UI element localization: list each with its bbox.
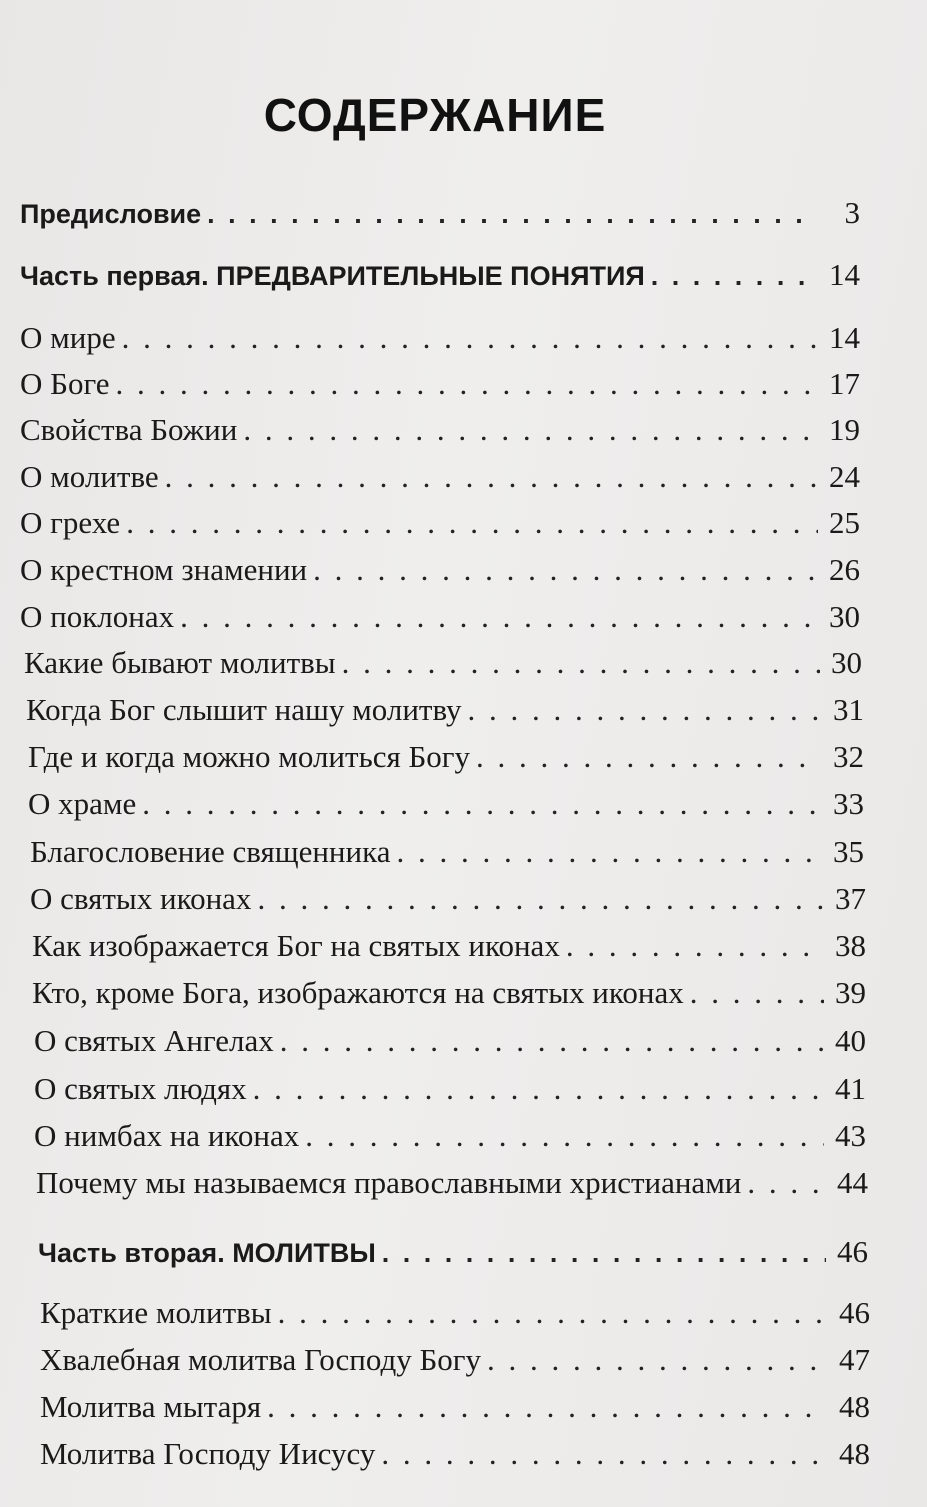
toc-entry	[40, 1434, 870, 1474]
toc-leader-dots	[468, 690, 822, 730]
toc-leader-dots	[280, 1021, 824, 1061]
toc-entry-title: О святых Ангелах	[34, 1023, 274, 1058]
toc-leader-dots	[651, 256, 818, 296]
toc-entry	[20, 457, 860, 497]
toc-leader-dots	[381, 1434, 828, 1474]
toc-entry	[20, 410, 860, 450]
toc-entry	[40, 1387, 870, 1427]
toc-entry-page: 48	[839, 1436, 870, 1471]
toc-entry-title: Хвалебная молитва Господу Богу	[40, 1342, 482, 1377]
toc-entry	[34, 1116, 866, 1156]
toc-entry-page: 44	[837, 1165, 868, 1200]
toc-entry	[36, 1163, 868, 1203]
toc-entry	[32, 926, 866, 966]
toc-entry-title: О поклонах	[20, 599, 175, 634]
toc-leader-dots	[396, 832, 822, 872]
toc-entry-page: 37	[835, 881, 866, 916]
toc-entry-page: 35	[833, 834, 864, 869]
toc-entry-page: 25	[829, 505, 860, 540]
toc-entry	[34, 1021, 866, 1061]
toc-entry	[30, 879, 866, 919]
toc-entry-page: 47	[839, 1342, 870, 1377]
toc-leader-dots	[382, 1233, 826, 1273]
toc-entry-page: 41	[835, 1071, 866, 1106]
toc-leader-dots	[257, 879, 824, 919]
toc-entry-page: 31	[833, 692, 864, 727]
toc-entry-title: О мире	[20, 320, 116, 355]
toc-entry-page: 40	[835, 1023, 866, 1058]
toc-entry	[28, 737, 864, 777]
toc-leader-dots	[267, 1387, 828, 1427]
toc-entry-title: Краткие молитвы	[40, 1295, 272, 1330]
toc-entry-part-two	[38, 1232, 868, 1273]
toc-entry-part-one	[20, 255, 860, 296]
toc-leader-dots	[116, 364, 818, 404]
toc-entry-page: 26	[829, 552, 860, 587]
toc-entry-page: 30	[829, 599, 860, 634]
toc-entry	[40, 1293, 870, 1333]
toc-entry-title: Молитва мытаря	[40, 1389, 262, 1424]
toc-entry	[26, 690, 864, 730]
toc-entry-preface	[20, 193, 860, 234]
toc-entry-title: Какие бывают молитвы	[24, 645, 336, 680]
toc-entry-page: 19	[829, 412, 860, 447]
toc-entry-page: 48	[839, 1389, 870, 1424]
toc-entry-title: Часть первая. ПРЕДВАРИТЕЛЬНЫЕ ПОНЯТИЯ	[20, 261, 645, 291]
toc-entry-title: Благословение священника	[30, 834, 391, 869]
toc-entry-page: 43	[835, 1118, 866, 1153]
toc-entry-page: 38	[835, 928, 866, 963]
toc-leader-dots	[253, 1069, 824, 1109]
contents-heading: СОДЕРЖАНИЕ	[263, 89, 607, 141]
toc-entry	[32, 973, 866, 1013]
toc-entry-page: 17	[829, 366, 860, 401]
toc-entry	[30, 832, 864, 872]
toc-entry-page: 39	[835, 975, 866, 1010]
toc-leader-dots	[165, 457, 818, 497]
toc-entry-title: Почему мы называемся православными христианами	[36, 1165, 742, 1200]
toc-entry	[20, 597, 860, 637]
toc-entry	[20, 364, 860, 404]
toc-entry-page: 46	[837, 1234, 868, 1269]
toc-leader-dots	[313, 550, 818, 590]
toc-entry-title: Часть вторая. МОЛИТВЫ	[38, 1238, 376, 1268]
toc-entry	[24, 643, 862, 683]
toc-entry-title: О крестном знамении	[20, 552, 308, 587]
toc-entry-title: О нимбах на иконах	[34, 1118, 300, 1153]
toc-entry-title: О святых иконах	[30, 881, 252, 916]
toc-entry	[20, 550, 860, 590]
toc-entry-title: Предисловие	[20, 199, 202, 229]
toc-entry-title: О святых людях	[34, 1071, 247, 1106]
toc-leader-dots	[487, 1340, 828, 1380]
toc-entry-title: Молитва Господу Иисусу	[40, 1436, 376, 1471]
toc-leader-dots	[747, 1163, 826, 1203]
toc-entry-page: 14	[829, 320, 860, 355]
toc-entry-title: Когда Бог слышит нашу молитву	[26, 692, 462, 727]
toc-entry	[34, 1069, 866, 1109]
toc-leader-dots	[122, 318, 818, 358]
toc-entry-page: 3	[844, 195, 860, 230]
toc-leader-dots	[142, 784, 822, 824]
toc-entry-page: 14	[829, 257, 860, 292]
toc-leader-dots	[305, 1116, 824, 1156]
toc-entry-title: Кто, кроме Бога, изображаются на святых иконах	[32, 975, 684, 1010]
toc-leader-dots	[566, 926, 824, 966]
toc-leader-dots	[476, 737, 822, 777]
toc-leader-dots	[278, 1293, 828, 1333]
toc-leader-dots	[690, 973, 824, 1013]
toc-leader-dots	[207, 194, 818, 234]
toc-entry-page: 24	[829, 459, 860, 494]
toc-leader-dots	[180, 597, 818, 637]
toc-leader-dots	[126, 503, 818, 543]
toc-entry	[28, 784, 864, 824]
toc-entry	[20, 318, 860, 358]
toc-leader-dots	[342, 643, 820, 683]
toc-entry-title: О храме	[28, 786, 137, 821]
toc-entry-title: Как изображается Бог на святых иконах	[32, 928, 560, 963]
toc-entry	[40, 1340, 870, 1380]
toc-entry	[20, 503, 860, 543]
toc-entry-page: 30	[831, 645, 862, 680]
toc-entry-title: О Боге	[20, 366, 110, 401]
toc-entry-title: О грехе	[20, 505, 121, 540]
toc-leader-dots	[243, 410, 818, 450]
toc-entry-page: 33	[833, 786, 864, 821]
toc-entry-page: 46	[839, 1295, 870, 1330]
toc-entry-title: Свойства Божии	[20, 412, 238, 447]
toc-entry-page: 32	[833, 739, 864, 774]
toc-entry-title: О молитве	[20, 459, 159, 494]
toc-entry-title: Где и когда можно молиться Богу	[28, 739, 470, 774]
